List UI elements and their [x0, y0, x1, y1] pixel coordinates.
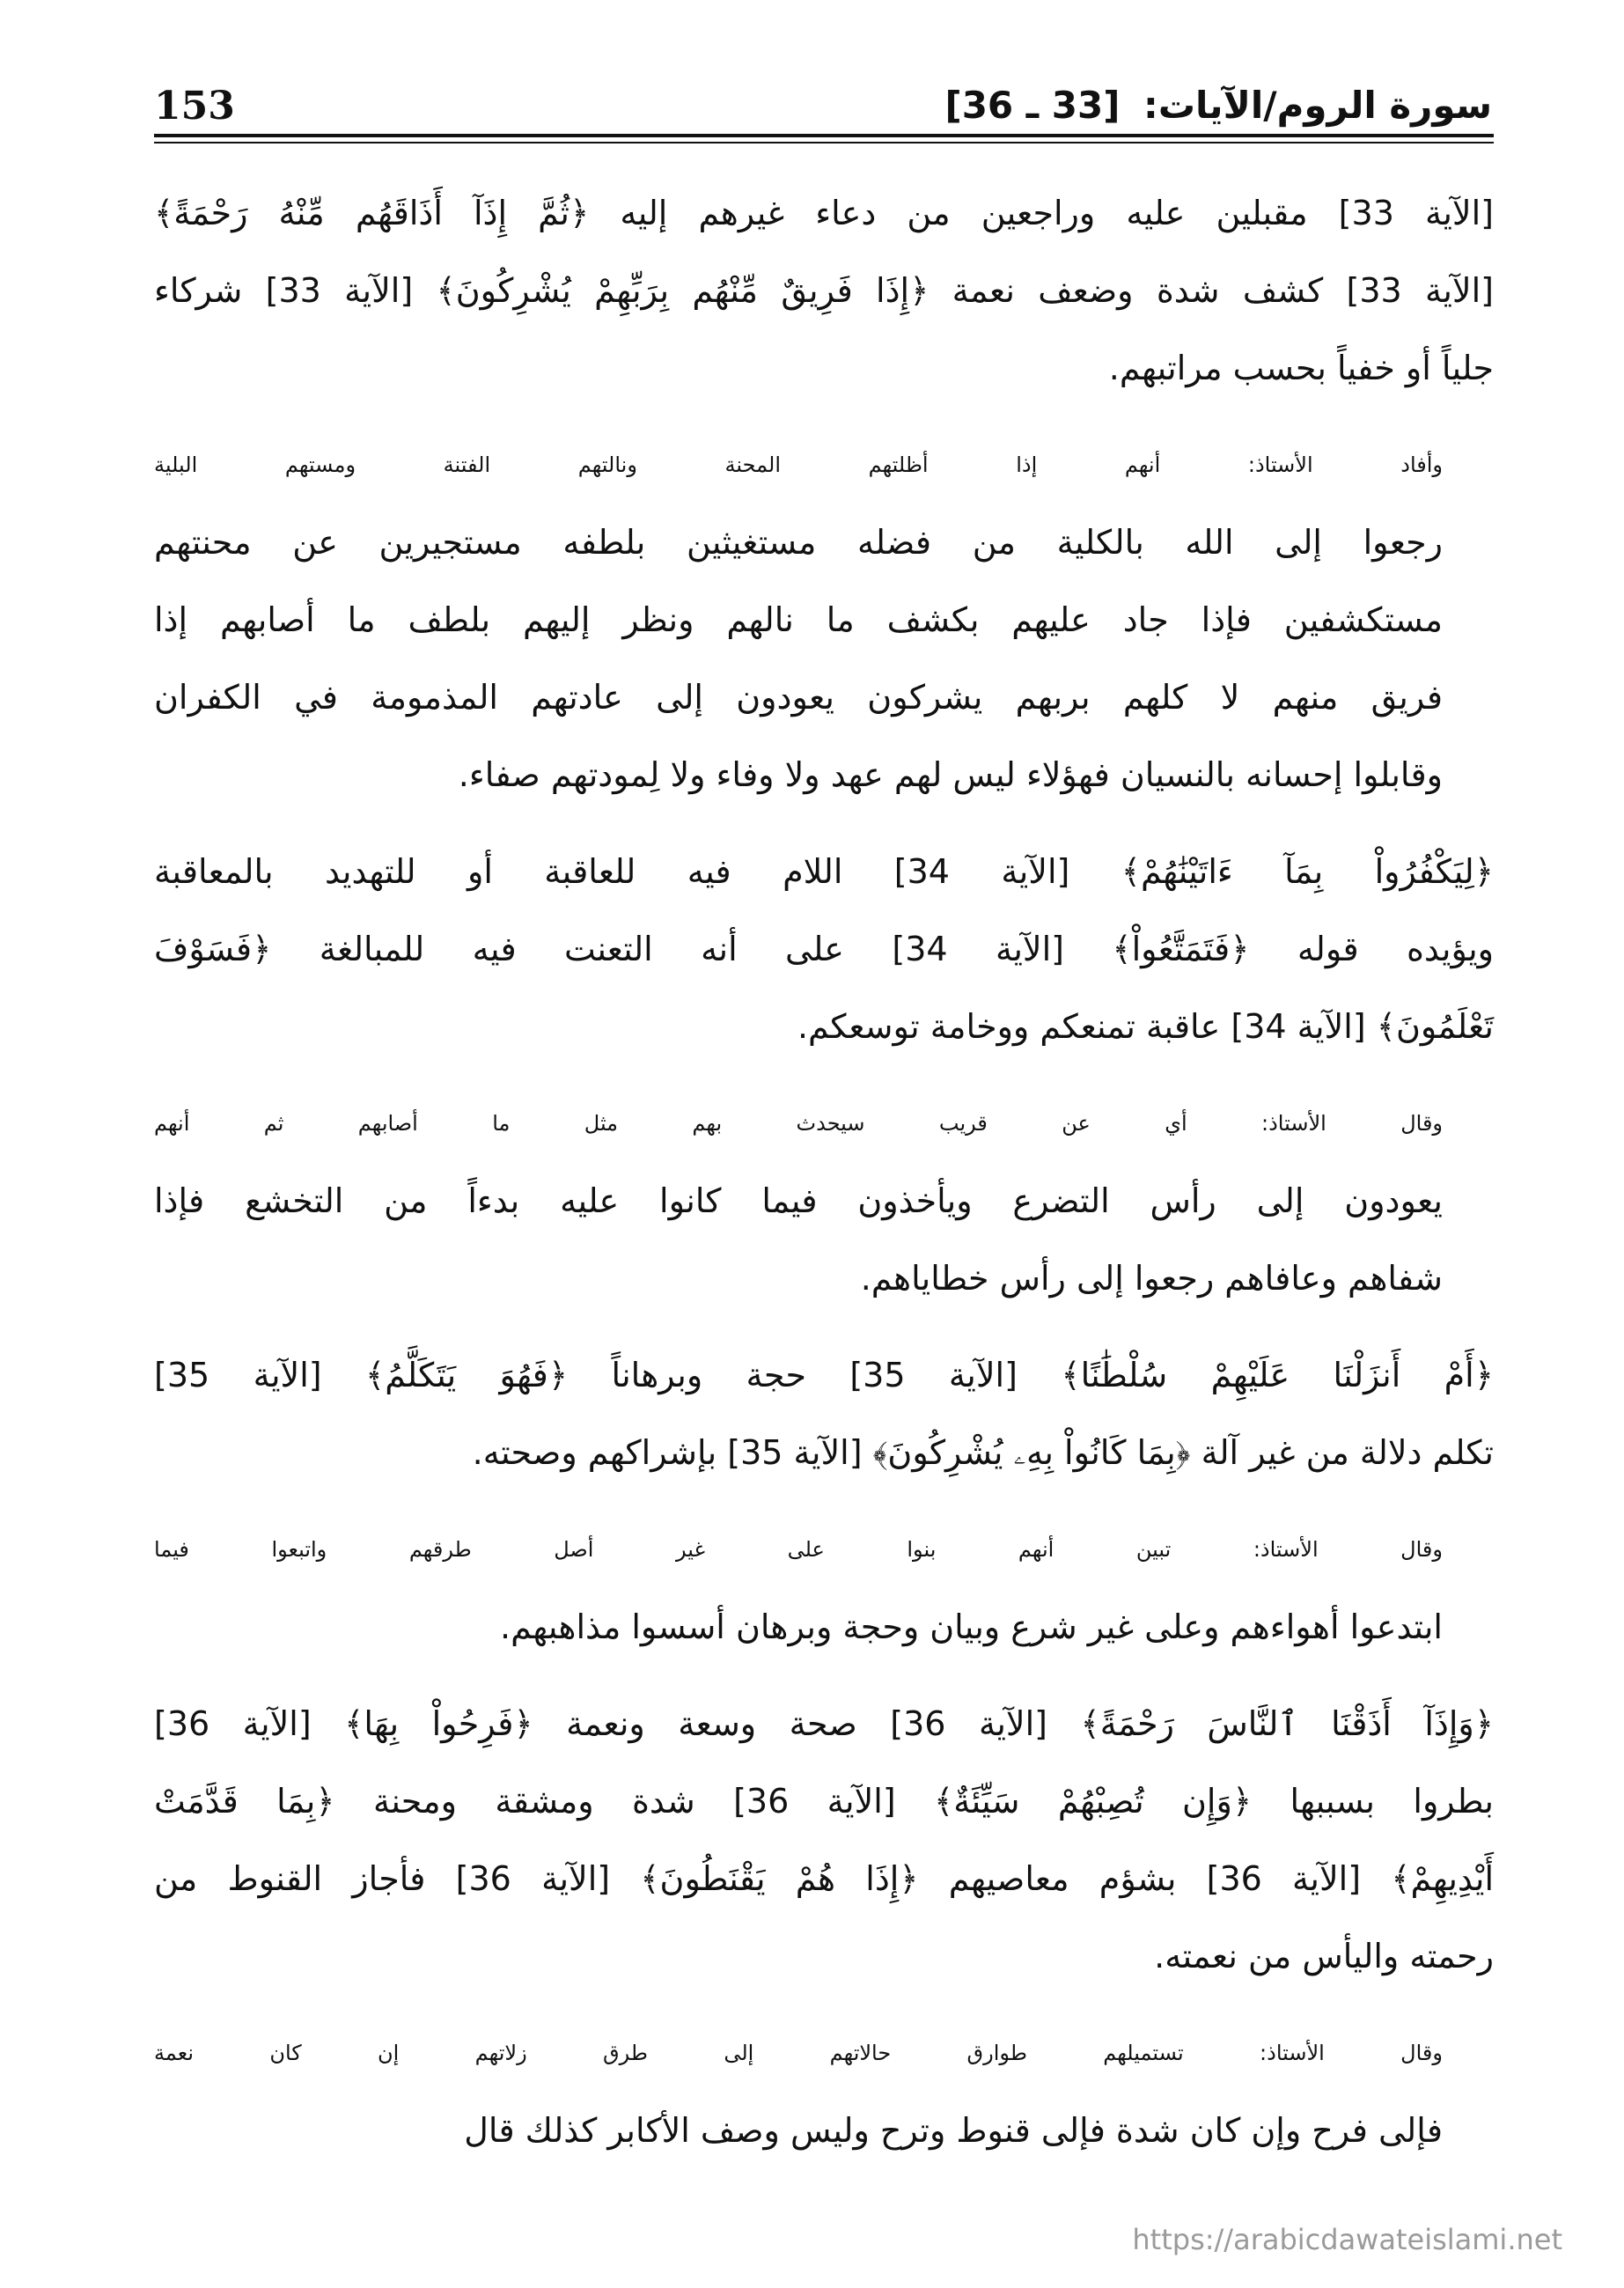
text-line: وقال الأستاذ: تستميلهم طوارق حالاتهم إلى طرق زلاتهم إن كان نعمة — [154, 2041, 1443, 2065]
text-line: جلياً أو خفياً بحسب مراتبهم. — [1108, 349, 1494, 387]
paragraph — [154, 1336, 1494, 1491]
page-number: 153 — [154, 84, 235, 129]
text-line: تكلم دلالة من غير آلة ﴿بِمَا كَانُواْ بِهِۦ يُشْرِكُونَ﴾ [الآية 35] بإشراكهم وصحته. — [472, 1433, 1494, 1472]
text-line: رجعوا إلى الله بالكلية من فضله مستغيثين بلطفه مستجيرين عن محنتهم — [154, 523, 1443, 562]
surah-title: سورة الروم/الآيات: — [1143, 84, 1492, 127]
text-line: مستكشفين فإذا جاد عليهم بكشف ما نالهم ونظر إليهم بلطف ما أصابهم إذا — [154, 600, 1443, 639]
paragraph — [154, 833, 1494, 1065]
paragraph — [154, 1085, 1494, 1317]
text-line: [الآية 33] كشف شدة وضعف نعمة ﴿إِذَا فَرِيقٌ مِّنْهُم بِرَبِّهِمْ يُشْرِكُونَ﴾ [الآية 33] شركاء — [154, 271, 1494, 310]
text-line: ﴿وَإِذَآ أَذَقْنَا ٱلنَّاسَ رَحْمَةً﴾ [الآية 36] صحة وسعة ونعمة ﴿فَرِحُواْ بِهَا﴾ [الآية 36] — [154, 1704, 1495, 1743]
text-line: ويؤيده قوله ﴿فَتَمَتَّعُواْ﴾ [الآية 34] على أنه التعنت فيه للمبالغة ﴿فَسَوْفَ — [154, 930, 1494, 968]
text-line: فإلى فرح وإن كان شدة فإلى قنوط وترح وليس وصف الأكابر كذلك قال — [464, 2111, 1443, 2150]
text-line: بطروا بسببها ﴿وَإِن تُصِبْهُمْ سَيِّئَةٌ﴾ [الآية 36] شدة ومشقة ومحنة ﴿بِمَا قَدَّمَتْ — [154, 1782, 1495, 1821]
text-line: أَيْدِيهِمْ﴾ [الآية 36] بشؤم معاصيهم ﴿إِذَا هُمْ يَقْنَطُونَ﴾ [الآية 36] فأجاز القنوط من — [154, 1859, 1494, 1898]
verse-range: [33 ـ 36] — [944, 84, 1121, 127]
paragraph — [154, 174, 1494, 407]
paragraph — [154, 426, 1494, 813]
text-line: وقال الأستاذ: أي عن قريب سيحدث بهم مثل ما أصابهم ثم أنهم — [154, 1111, 1443, 1136]
text-line: وأفاد الأستاذ: أنهم إذا أظلتهم المحنة ونالتهم الفتنة ومستهم البلية — [154, 452, 1443, 477]
text-line: يعودون إلى رأس التضرع ويأخذون فيما كانوا عليه بدءاً من التخشع فإذا — [154, 1181, 1443, 1220]
text-line: فريق منهم لا كلهم بربهم يشركون يعودون إلى عادتهم المذمومة في الكفران — [154, 678, 1443, 717]
header-rule-thin — [154, 142, 1494, 143]
running-head — [944, 84, 1492, 127]
text-line: ﴿أَمْ أَنزَلْنَا عَلَيْهِمْ سُلْطَٰنًا﴾ [الآية 35] حجة وبرهاناً ﴿فَهُوَ يَتَكَلَّمُ﴾ [الآية 35] — [154, 1356, 1494, 1394]
text-line: ﴿لِيَكْفُرُواْ بِمَآ ءَاتَيْنَٰهُمْ﴾ [الآية 34] اللام فيه للعاقبة أو للتهديد بالمعاقبة — [154, 852, 1495, 891]
text-line: [الآية 33] مقبلين عليه وراجعين من دعاء غيرهم إليه ﴿ثُمَّ إِذَآ أَذَاقَهُم مِّنْهُ رَحْمَةً﴾ — [154, 194, 1494, 232]
paragraph — [154, 1511, 1494, 1666]
watermark-url: https://arabicdawateislami.net — [1132, 2223, 1562, 2256]
paragraph — [154, 1685, 1494, 1995]
header-rule-thick — [154, 134, 1494, 137]
text-line: وقال الأستاذ: تبين أنهم بنوا على غير أصل طرقهم واتبعوا فيما — [154, 1537, 1443, 1562]
page-header — [154, 84, 1492, 136]
text-line: شفاهم وعافاهم رجعوا إلى رأس خطاياهم. — [860, 1259, 1443, 1298]
text-line: ابتدعوا أهواءهم وعلى غير شرع وبيان وحجة وبرهان أسسوا مذاهبهم. — [500, 1607, 1443, 1646]
paragraph — [154, 2014, 1494, 2169]
text-line: وقابلوا إحسانه بالنسيان فهؤلاء ليس لهم عهد ولا وفاء ولا لِمودتهم صفاء. — [458, 755, 1443, 794]
text-line: رحمته واليأس من نعمته. — [1154, 1937, 1494, 1975]
text-line: تَعْلَمُونَ﴾ [الآية 34] عاقبة تمنعكم ووخامة توسعكم. — [797, 1007, 1494, 1046]
page-body — [154, 174, 1494, 2189]
